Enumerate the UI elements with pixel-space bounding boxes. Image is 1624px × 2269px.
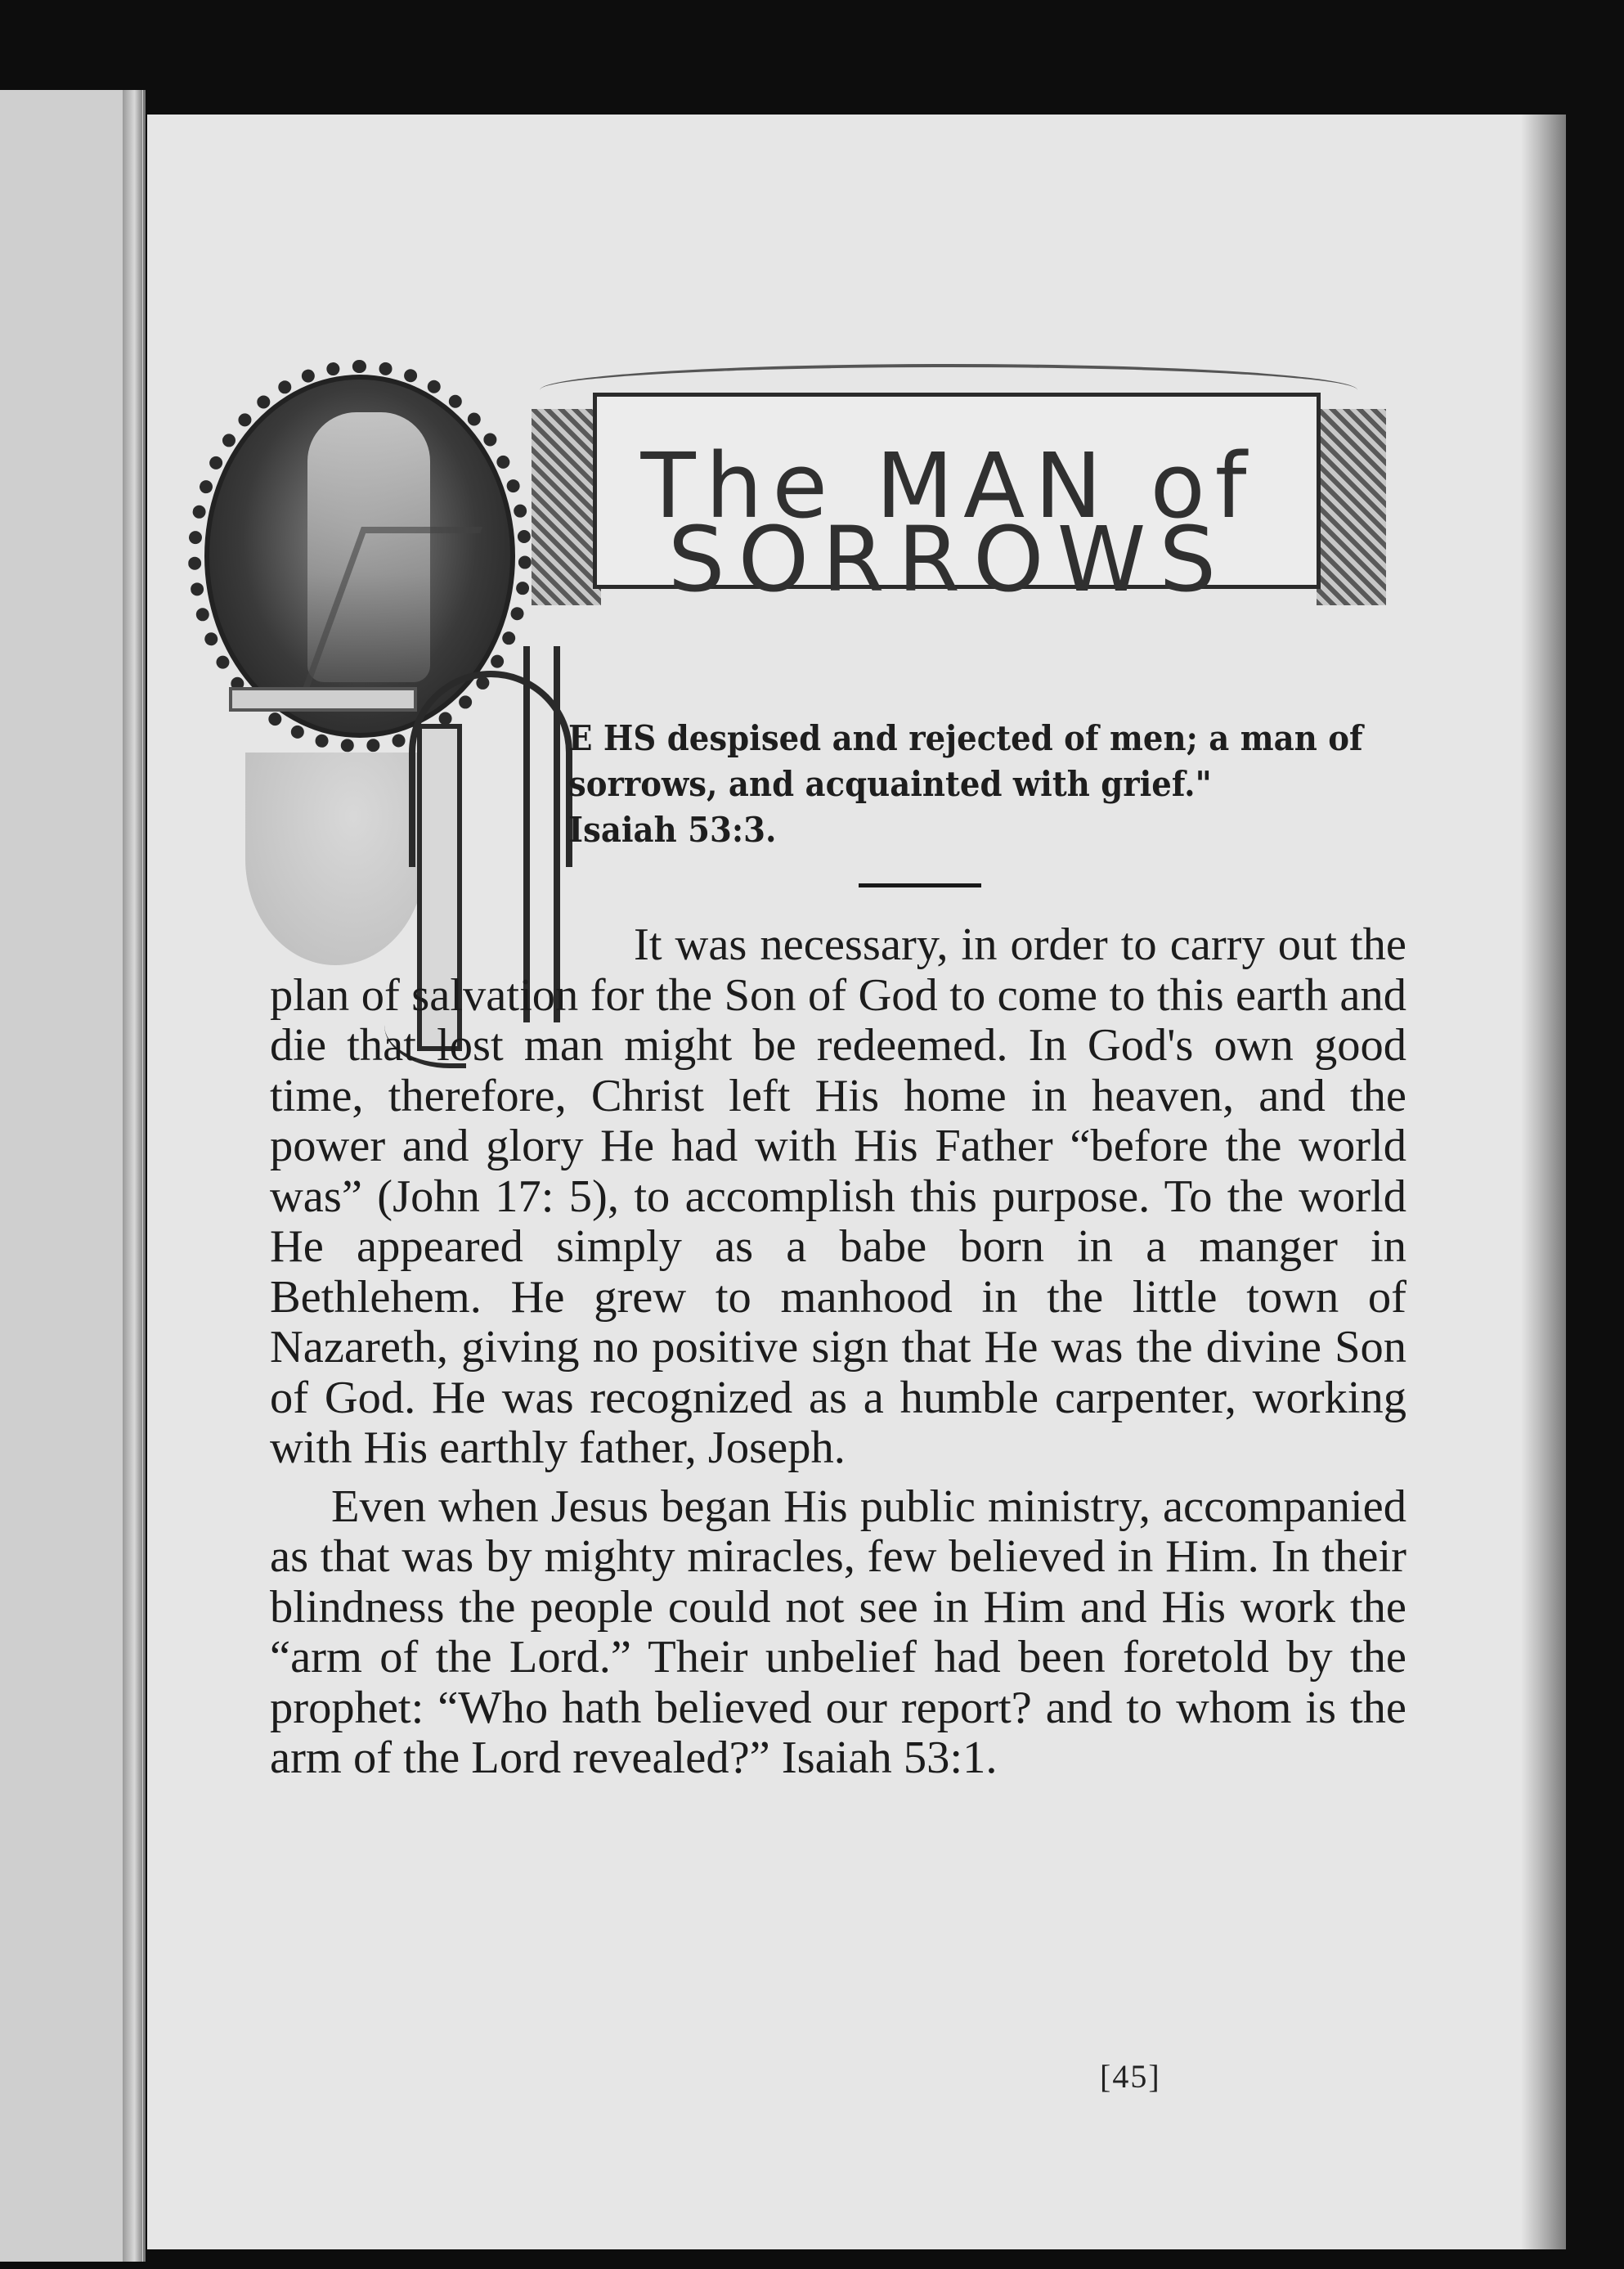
page-number: [45] (1100, 2058, 1161, 2095)
epigraph-text: E HS despised and rejected of men; a man of sorrows, and acquainted with grief." (568, 718, 1363, 804)
title-ornament-right (1317, 409, 1386, 605)
epigraph (568, 716, 1411, 853)
book-page (147, 115, 1566, 2249)
book-gutter (123, 90, 142, 2262)
section-rule (859, 883, 981, 887)
initial-crossbar (229, 687, 417, 712)
body-text (270, 920, 1406, 1784)
paragraph-1: It was necessary, in order to carry out the plan of salvation for the Son of God to come to this earth and die that lost man might be redeemed. In God's own good time, therefore, Christ left His home in heaven, and the power and glory He had with His Father “before the world was” (John 17: 5), to accomplish this purpose. To the world He appeared simply as a babe born in a manger in Bethlehem. He grew to manhood in the little town of Nazareth, giving no positive sign that He was the divine Son of God. He was recognized as a humble carpenter, working with His earthly father, Joseph. (270, 919, 1406, 1473)
paragraph-2: Even when Jesus began His public ministry, accompanied as that was by mighty miracles, few believed in Him. In their blindness the people could not see in Him and His work the “arm of the Lord.” Their unbelief had been foretold by the prophet: “Who hath believed our report? and to whom is the arm of the Lord revealed?” Isaiah 53:1. (270, 1480, 1406, 1783)
title-ornament-left (532, 409, 601, 605)
title-line-2: SORROWS (667, 507, 1230, 612)
page-edge-shadow (1521, 115, 1566, 2249)
epigraph-reference: Isaiah 53:3. (568, 810, 777, 850)
title-line-1: The MAN of (640, 434, 1257, 538)
